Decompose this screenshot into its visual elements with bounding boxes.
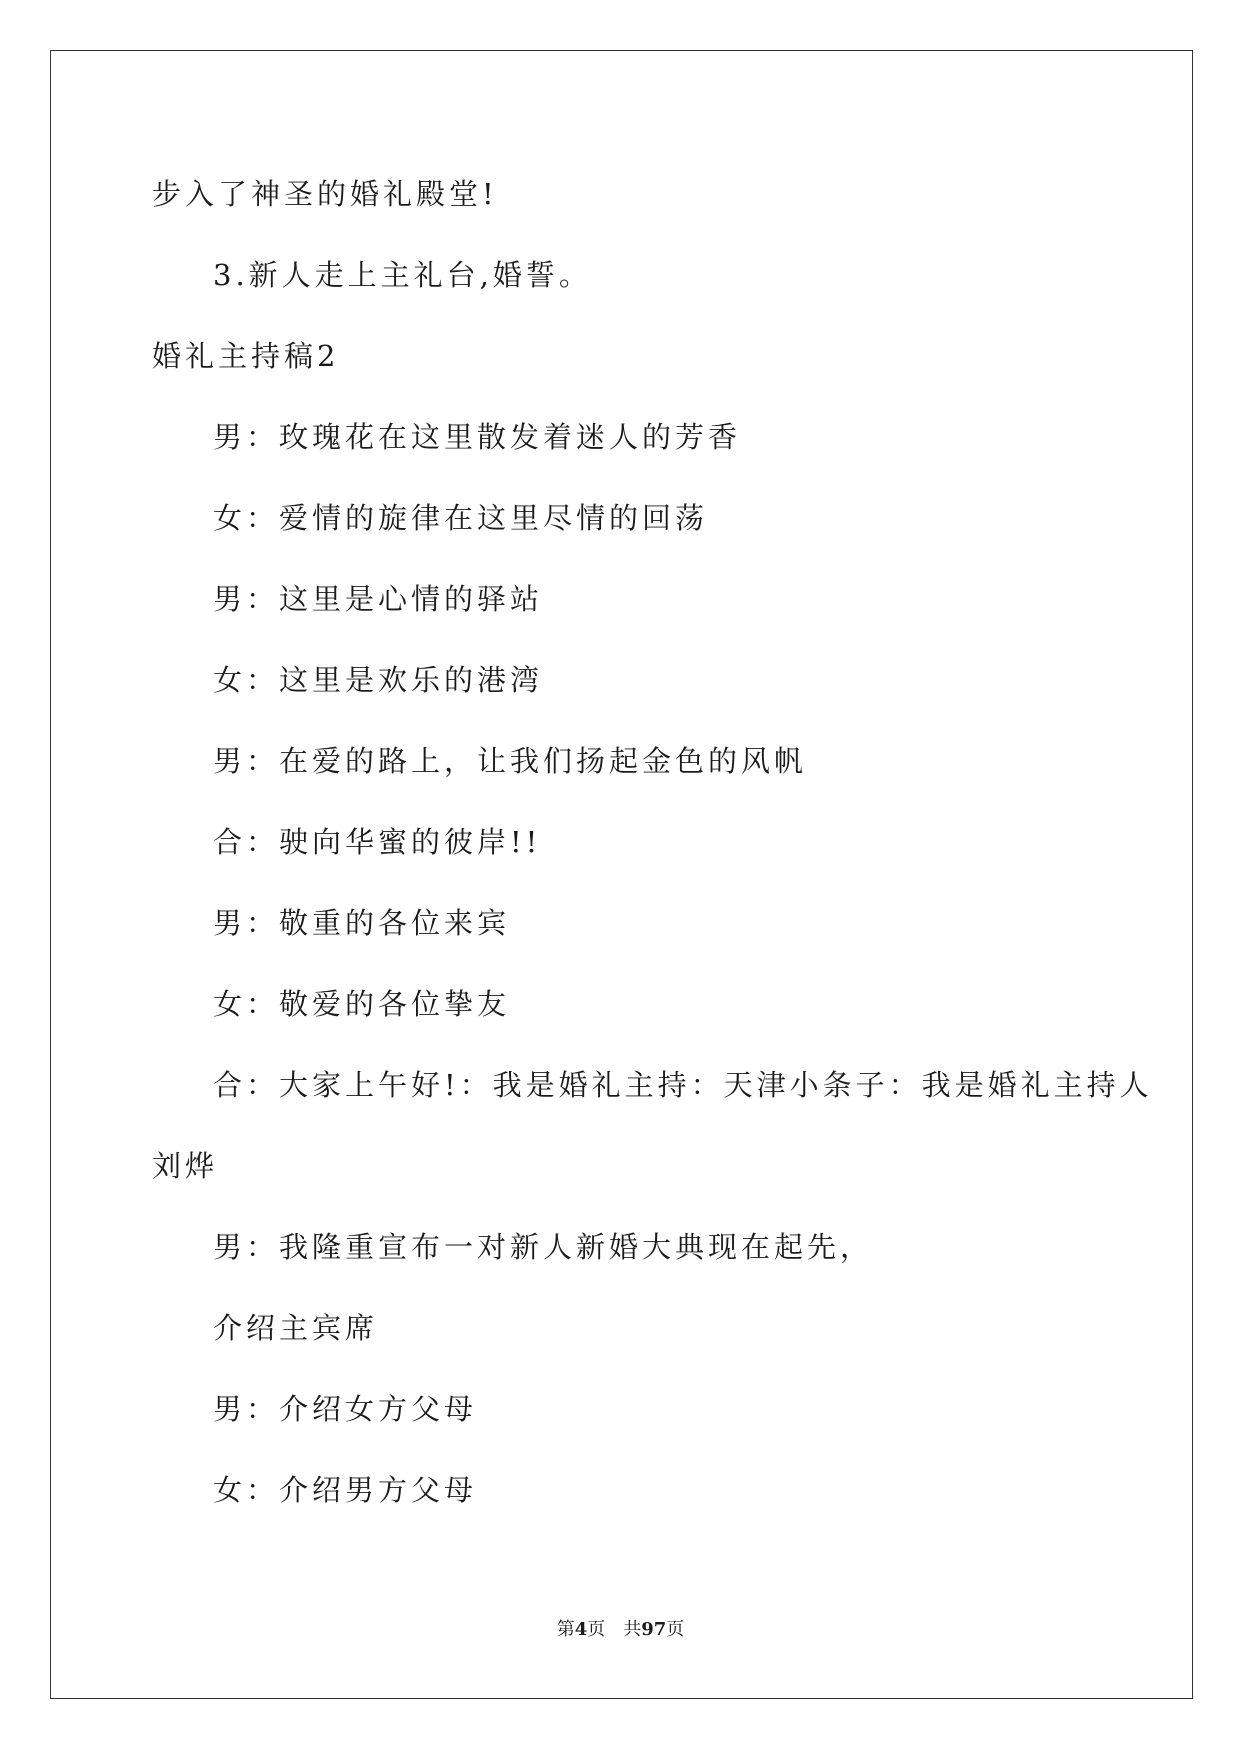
body-line: 女：敬爱的各位挚友 (213, 987, 511, 1021)
body-line: 男：我隆重宣布一对新人新婚大典现在起先， (213, 1230, 874, 1264)
body-line: 合：大家上午好!：我是婚礼主持：天津小条子：我是婚礼主持人 (213, 1068, 1153, 1102)
section-heading: 婚礼主持稿2 (152, 339, 340, 373)
body-line: 3.新人走上主礼台,婚誓。 (213, 258, 592, 292)
body-line: 介绍主宾席 (213, 1311, 379, 1345)
body-line: 男：介绍女方父母 (213, 1392, 478, 1426)
footer-suffix: 页 (666, 1619, 685, 1640)
footer-middle: 页 共 (587, 1619, 642, 1640)
body-line: 刘烨 (152, 1149, 219, 1183)
total-page-count: 97 (641, 1619, 667, 1640)
current-page-number: 4 (574, 1619, 588, 1640)
body-line: 男：这里是心情的驿站 (213, 582, 544, 616)
body-line: 步入了神圣的婚礼殿堂! (152, 177, 498, 211)
body-line: 合：驶向华蜜的彼岸!! (213, 825, 542, 859)
body-line: 男：在爱的路上，让我们扬起金色的风帆 (213, 744, 808, 778)
page-frame (50, 50, 1193, 1699)
page-footer (0, 1618, 1241, 1642)
footer-prefix: 第 (556, 1619, 575, 1640)
body-line: 女：介绍男方父母 (213, 1473, 478, 1507)
body-line: 男：玫瑰花在这里散发着迷人的芳香 (213, 420, 742, 454)
body-line: 女：这里是欢乐的港湾 (213, 663, 544, 697)
body-line: 男：敬重的各位来宾 (213, 906, 511, 940)
body-line: 女：爱情的旋律在这里尽情的回荡 (213, 501, 709, 535)
